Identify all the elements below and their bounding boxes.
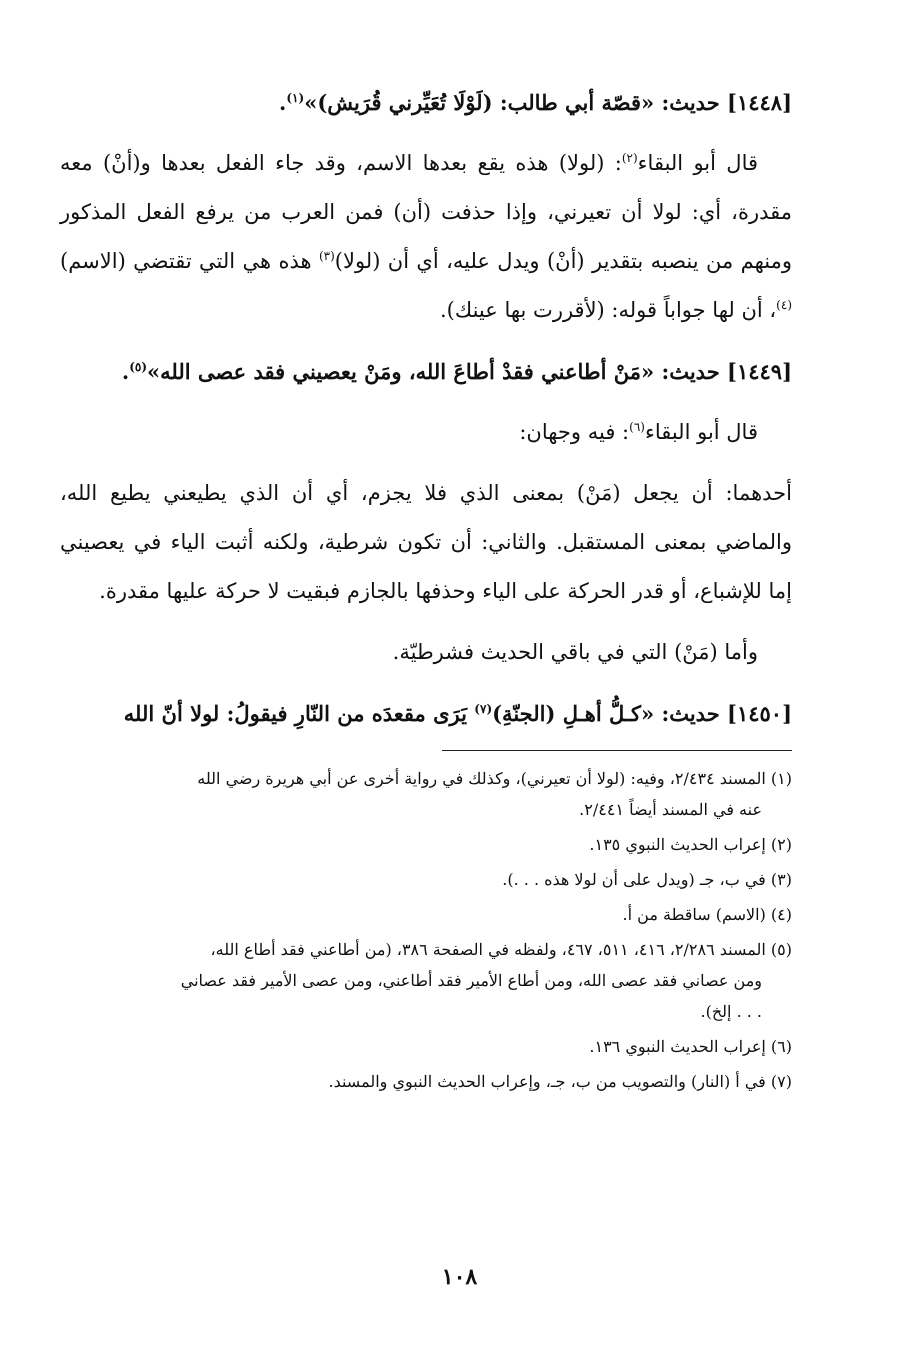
footnote-ref: (١) (286, 91, 305, 105)
commentary-text: قال أبو البقاء (637, 151, 759, 175)
footnote-ref: (٤) (776, 298, 792, 312)
footnote-ref: (٥) (129, 360, 148, 374)
footnote-divider (442, 750, 792, 751)
footnote-2: (٢) إعراب الحديث النبوي ١٣٥. (589, 835, 792, 854)
hadith-number: [١٤٤٩] (727, 359, 792, 384)
commentary-text: : فيه وجهان: (519, 420, 630, 444)
hadith-number: [١٤٥٠] (727, 701, 792, 726)
footnote-text: (١) المسند ٢/٤٣٤، وفيه: (لولا أن تعيرني)، وكذلك في رواية أخرى عن أبي هريرة رضي الله (197, 769, 792, 788)
footnote-1 (60, 763, 792, 825)
footnote-text: . . . إلخ). (700, 1002, 762, 1021)
book-page (60, 78, 792, 1101)
footnote-text: (٥) المسند ٢/٢٨٦، ٤١٦، ٥١١، ٤٦٧، ولفظه في الصفحة ٣٨٦، (من أطاعني فقد أطاع الله، (210, 940, 792, 959)
commentary-paragraph: وأما (مَنْ) التي في باقي الحديث فشرطيّة. (392, 640, 758, 664)
footnote-ref: (٢) (621, 151, 638, 165)
footnote-4: (٤) (الاسم) ساقطة من أ. (622, 905, 792, 924)
heading-end: . (121, 359, 130, 384)
hadith-heading-text: يَرَى مقعدَه من النّارِ فيقولُ: لولا أنّ الله (123, 701, 475, 726)
hadith-heading-1448 (60, 78, 792, 127)
commentary-paragraph (60, 139, 792, 335)
commentary-text: هذه هي التي تقتضي (الاسم) (60, 249, 319, 273)
commentary-text: ، أن لها جواباً قوله: (لأقررت بها عينك). (440, 298, 777, 322)
footnote-5 (60, 934, 792, 1027)
footnote-text: ومن عصاني فقد عصى الله، ومن أطاع الأمير فقد أطاعني، ومن عصى الأمير فقد عصاني (180, 971, 762, 990)
footnote-ref: (٧) (474, 702, 493, 716)
hadith-heading-1450 (60, 689, 792, 738)
hadith-heading-text: حديث: «مَنْ أطاعني فقدْ أطاعَ الله، ومَنْ يعصيني فقد عصى الله» (147, 359, 727, 384)
commentary-paragraph: أحدهما: أن يجعل (مَنْ) بمعنى الذي فلا يجزم، أي أن الذي يطيعني يطيع الله، والماضي بمعنى المستقبل. والثاني: أن تكون شرطية، ولكنه أثبت الياء في يعصيني إما للإشباع، أو قدر الحركة على الياء وحذفها بالجازم فبقيت لا حركة عليها مقدرة. (60, 481, 792, 603)
footnote-6: (٦) إعراب الحديث النبوي ١٣٦. (589, 1037, 792, 1056)
footnote-7: (٧) في أ (النار) والتصويب من ب، جـ، وإعراب الحديث النبوي والمسند. (328, 1072, 792, 1091)
footnotes-section (60, 763, 792, 1097)
hadith-heading-text: حديث: «قصّة أبي طالب: (لَوْلَا تُعَيِّرني قُرَيش)» (304, 90, 727, 115)
footnote-ref: (٦) (629, 420, 645, 434)
hadith-number: [١٤٤٨] (727, 90, 792, 115)
commentary-text: : (لولا) هذه يقع بعدها الاسم، وقد جاء الفعل بعدها و(أنْ) معه مقدرة، أي: لولا أن تعيرني، وإذا حذفت (أن) فمن العرب من يرفع الفعل المذكور ومنهم من ينصبه بتقدير (أنْ) ويدل عليه، أي أن (لولا) (60, 151, 792, 273)
heading-end: . (279, 90, 287, 115)
footnote-3: (٣) في ب، جـ (ويدل على أن لولا هذه . . .). (502, 870, 792, 889)
commentary-paragraph (60, 408, 792, 457)
footnote-text: عنه في المسند أيضاً ٢/٤٤١. (579, 800, 762, 819)
hadith-heading-text: حديث: «كـلُّ أهـلِ (الجنّةِ) (492, 701, 727, 726)
commentary-text: قال أبو البقاء (644, 420, 758, 444)
hadith-heading-1449 (60, 347, 792, 396)
page-number: ١٠٨ (441, 1264, 478, 1290)
footnote-ref: (٣) (318, 249, 335, 263)
